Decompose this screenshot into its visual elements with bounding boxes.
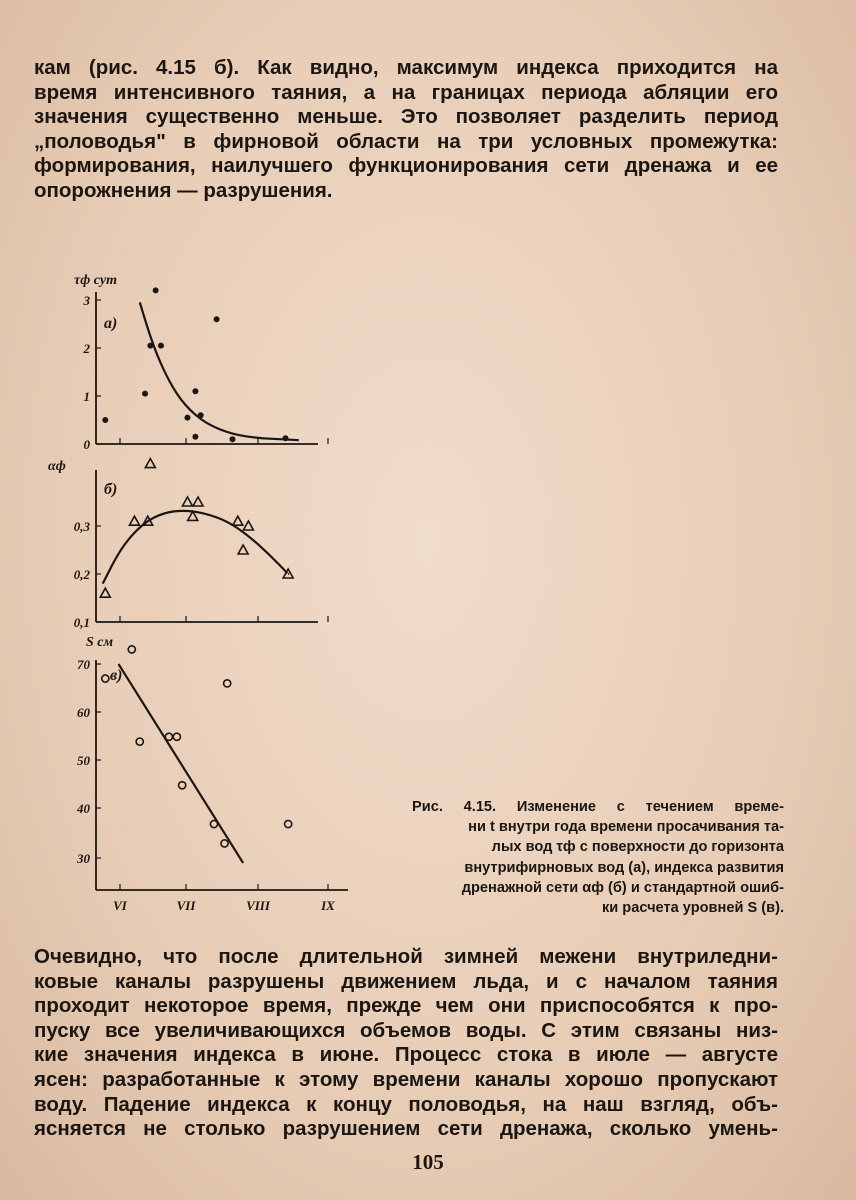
paragraph-bottom-line: ясен: разработанные к этому времени каналы хорошо пропускают — [34, 1067, 778, 1091]
paragraph-bottom-line: ясняется не столько разрушением сети дренажа, сколько умень- — [34, 1117, 778, 1141]
y-axis-label: αф — [48, 459, 66, 474]
paragraph-top-line: „половодья" в фирновой области на три условных промежутка: — [34, 129, 778, 153]
paragraph-bottom — [34, 945, 778, 1142]
y-tick-label: 2 — [83, 341, 90, 356]
paragraph-bottom-line: пуску все увеличивающихся объемов воды. С этим связаны низ- — [34, 1018, 778, 1042]
paragraph-top-line: формирования, наилучшего функционирования сети дренажа и ее — [34, 154, 778, 178]
y-tick-label: 60 — [77, 705, 90, 720]
caption-line: ни t внутри года времени просачивания та- — [468, 819, 784, 836]
paragraph-bottom-line: Очевидно, что после длительной зимней межени внутриледни- — [34, 945, 778, 968]
panel-label: в) — [110, 667, 123, 684]
paragraph-top-line: кам (рис. 4.15 б). Как видно, максимум индекса приходится на — [34, 56, 778, 79]
y-tick-label: 0,2 — [73, 567, 90, 582]
month-label: VI — [113, 898, 127, 913]
paragraph-bottom-line: проходит некоторое время, прежде чем они приспособятся к про- — [34, 994, 778, 1018]
month-label: IX — [321, 898, 335, 913]
y-tick-label: 1 — [83, 389, 90, 404]
y-tick-label: 40 — [77, 801, 90, 816]
month-label: VIII — [246, 898, 270, 913]
y-tick-label: 0,3 — [73, 519, 90, 534]
panel-label: б) — [104, 481, 118, 498]
page-number: 105 — [412, 1150, 444, 1174]
paragraph-top-line: опорожнения — разрушения. — [34, 178, 333, 202]
caption-line: внутрифирновых вод (а), индекса развития — [464, 859, 784, 876]
paragraph-top-line: время интенсивного таяния, а на границах периода абляции его — [34, 80, 778, 104]
paragraph-top-line: значения существенно меньше. Это позволяет разделить период — [34, 105, 778, 129]
y-axis-label: τф сут — [74, 273, 117, 288]
y-tick-label: 50 — [77, 753, 90, 768]
paragraph-bottom-line: ковые каналы разрушены движением льда, и с началом таяния — [34, 969, 778, 993]
caption-line: дренажной сети αф (б) и стандартной ошиб- — [461, 879, 784, 896]
caption-line: ки расчета уровней S (в). — [601, 900, 784, 917]
caption-line: Рис. 4.15. Изменение с течением време- — [412, 799, 784, 815]
y-tick-label: 3 — [83, 293, 90, 308]
y-tick-label: 0 — [83, 437, 90, 452]
paragraph-bottom-line: воду. Падение индекса к концу половодья, на наш взгляд, объ- — [34, 1092, 778, 1116]
paragraph-bottom-line: кие значения индекса в июне. Процесс стока в июле — августе — [34, 1043, 778, 1067]
y-tick-label: 70 — [77, 657, 90, 672]
month-label: VII — [176, 898, 196, 913]
panel-label: а) — [104, 315, 118, 332]
caption-line: лых вод τф с поверхности до горизонта — [491, 839, 784, 856]
paragraph-top — [34, 56, 778, 204]
y-tick-label: 30 — [77, 851, 90, 866]
y-tick-label: 0,1 — [73, 615, 90, 630]
y-axis-label: S см — [86, 635, 114, 650]
figure-caption — [412, 797, 784, 918]
